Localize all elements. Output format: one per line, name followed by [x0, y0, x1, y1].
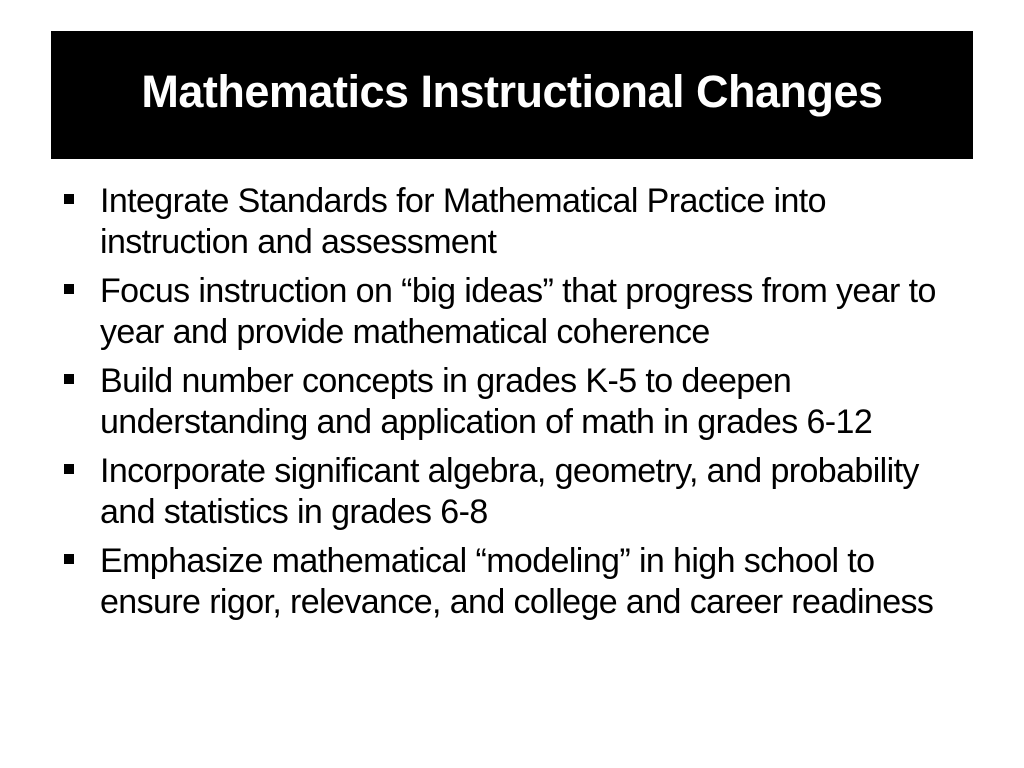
- slide-title: Mathematics Instructional Changes: [141, 66, 883, 117]
- square-bullet-icon: [64, 451, 100, 474]
- bullet-text: Emphasize mathematical “modeling” in high school to ensure rigor, relevance, and college and career readiness: [100, 542, 934, 621]
- bullet-list: [64, 181, 964, 631]
- bullet-text: Incorporate significant algebra, geometry, and probability and statistics in grades 6-8: [100, 452, 919, 531]
- square-bullet-icon: [64, 541, 100, 564]
- square-bullet-icon: [64, 181, 100, 204]
- square-bullet-icon: [64, 361, 100, 384]
- bullet-item: [64, 541, 964, 623]
- bullet-item: [64, 361, 964, 443]
- bullet-text: Focus instruction on “big ideas” that progress from year to year and provide mathematical coherence: [100, 272, 936, 351]
- bullet-item: [64, 271, 964, 353]
- title-banner: [51, 31, 973, 159]
- bullet-item: [64, 451, 964, 533]
- bullet-text: Build number concepts in grades K-5 to deepen understanding and application of math in grades 6-12: [100, 362, 873, 441]
- bullet-text: Integrate Standards for Mathematical Practice into instruction and assessment: [100, 182, 826, 261]
- square-bullet-icon: [64, 271, 100, 294]
- bullet-item: [64, 181, 964, 263]
